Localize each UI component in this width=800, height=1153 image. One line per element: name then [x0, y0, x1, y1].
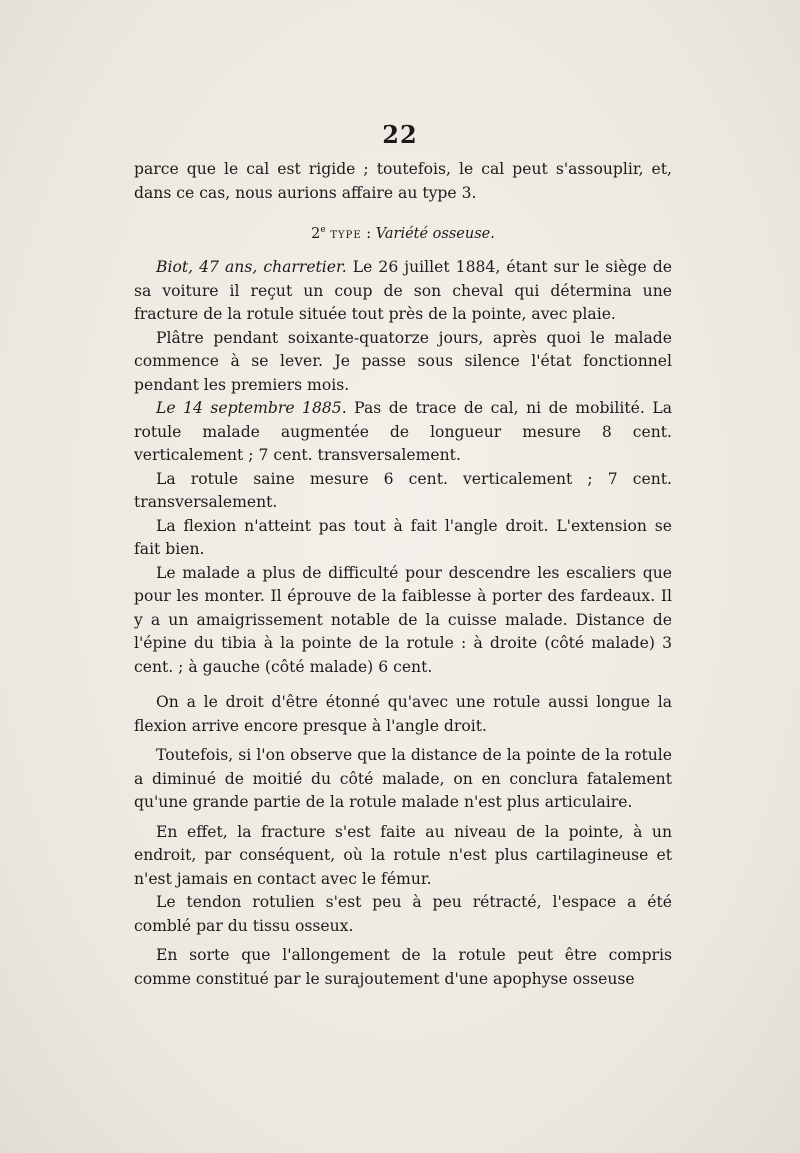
heading-type-word: type	[330, 225, 362, 242]
heading-separator: :	[361, 225, 376, 242]
case-patient-name: Biot, 47 ans, charretier.	[156, 258, 347, 277]
date-paragraph	[134, 397, 672, 468]
paragraph-however: Toutefois, si l'on observe que la distance de la pointe de la rotule a diminué de moitié du côté malade, on en conclura fatalement qu'une grande partie de la rotule malade n'est plus articulaire.	[134, 746, 672, 812]
opening-paragraph: parce que le cal est rigide ; toutefois, le cal peut s'assouplir, et, dans ce cas, nous aurions affaire au type 3.	[134, 160, 672, 202]
heading-number: 2	[311, 225, 321, 242]
section-heading: 2e type : Variété osseuse.	[311, 225, 495, 242]
paragraph-astonished: On a le droit d'être étonné qu'avec une rotule aussi longue la flexion arrive encore presque à l'angle droit.	[134, 693, 672, 735]
paragraph-difficulty: Le malade a plus de difficulté pour descendre les escaliers que pour les monter. Il éprouve de la faiblesse à porter des fardeaux. Il y a un amaigrissement notable de la cuisse malade. Distance de l'épine du tibia à la pointe de la rotule : à droite (côté malade) 3 cent. ; à gauche (côté malade) 6 cent.	[134, 563, 672, 676]
date-paragraph-text: Pas de trace de cal, ni de mobilité. La rotule malade augmentée de longueur mesure 8 cent. verticalement ; 7 cent. transversalement.	[134, 399, 672, 465]
paragraph-in-effect: En effet, la fracture s'est faite au niveau de la pointe, à un endroit, par conséquent, où la rotule n'est plus cartilagineuse et n'est jamais en contact avec le fémur.	[134, 822, 672, 888]
paragraph-plaster: Plâtre pendant soixante-quatorze jours, après quoi le malade commence à se lever. Je passe sous silence l'état fonctionnel pendant les premiers mois.	[134, 328, 672, 394]
heading-variety: Variété osseuse.	[375, 225, 495, 242]
page-number: 22	[382, 120, 418, 149]
case-text: Le 26 juillet 1884, étant sur le siège de sa voiture il reçut un coup de son cheval qui détermina une fracture de la rotule située tout près de la pointe, avec plaie.	[134, 258, 672, 324]
paragraph-flexion: La flexion n'atteint pas tout à fait l'angle droit. L'extension se fait bien.	[134, 516, 672, 559]
paragraph-lengthening: En sorte que l'allongement de la rotule peut être compris comme constitué par le surajoutement d'une apophyse osseuse	[134, 946, 672, 988]
body-text	[134, 158, 672, 991]
observation-date: Le 14 septembre 1885.	[156, 399, 347, 418]
paragraph-healthy-patella: La rotule saine mesure 6 cent. verticalement ; 7 cent. transversalement.	[134, 469, 672, 512]
paragraph-tendon: Le tendon rotulien s'est peu à peu rétracté, l'espace a été comblé par du tissu osseux.	[134, 893, 672, 935]
case-paragraph	[134, 256, 672, 327]
